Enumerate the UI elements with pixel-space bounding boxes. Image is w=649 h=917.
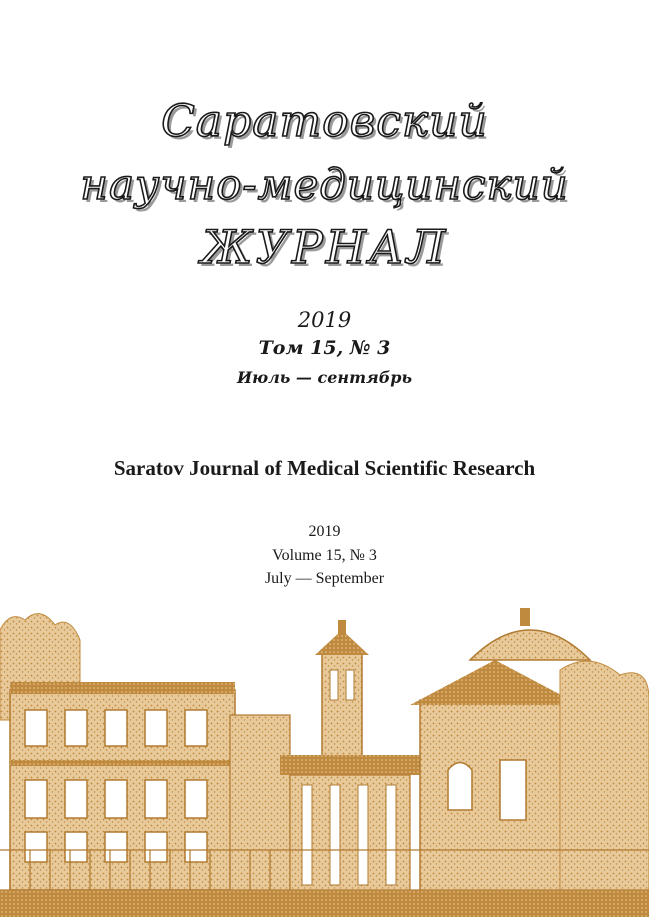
english-title: Saratov Journal of Medical Scientific Research bbox=[113, 456, 536, 480]
title-line-1: Саратовский bbox=[161, 96, 488, 147]
ru-year: 2019 bbox=[297, 308, 352, 332]
title-line-3: ЖУРНАЛ bbox=[200, 220, 449, 274]
ru-volume: Том 15, № 3 bbox=[258, 337, 391, 359]
en-volume: Volume 15, № 3 bbox=[272, 547, 377, 564]
en-year: 2019 bbox=[308, 523, 341, 540]
ru-months: Июль — сентябрь bbox=[236, 368, 413, 387]
building-illustration bbox=[0, 590, 649, 917]
en-months: July — September bbox=[264, 570, 385, 587]
title-line-2: научно-медицинский bbox=[80, 160, 569, 209]
